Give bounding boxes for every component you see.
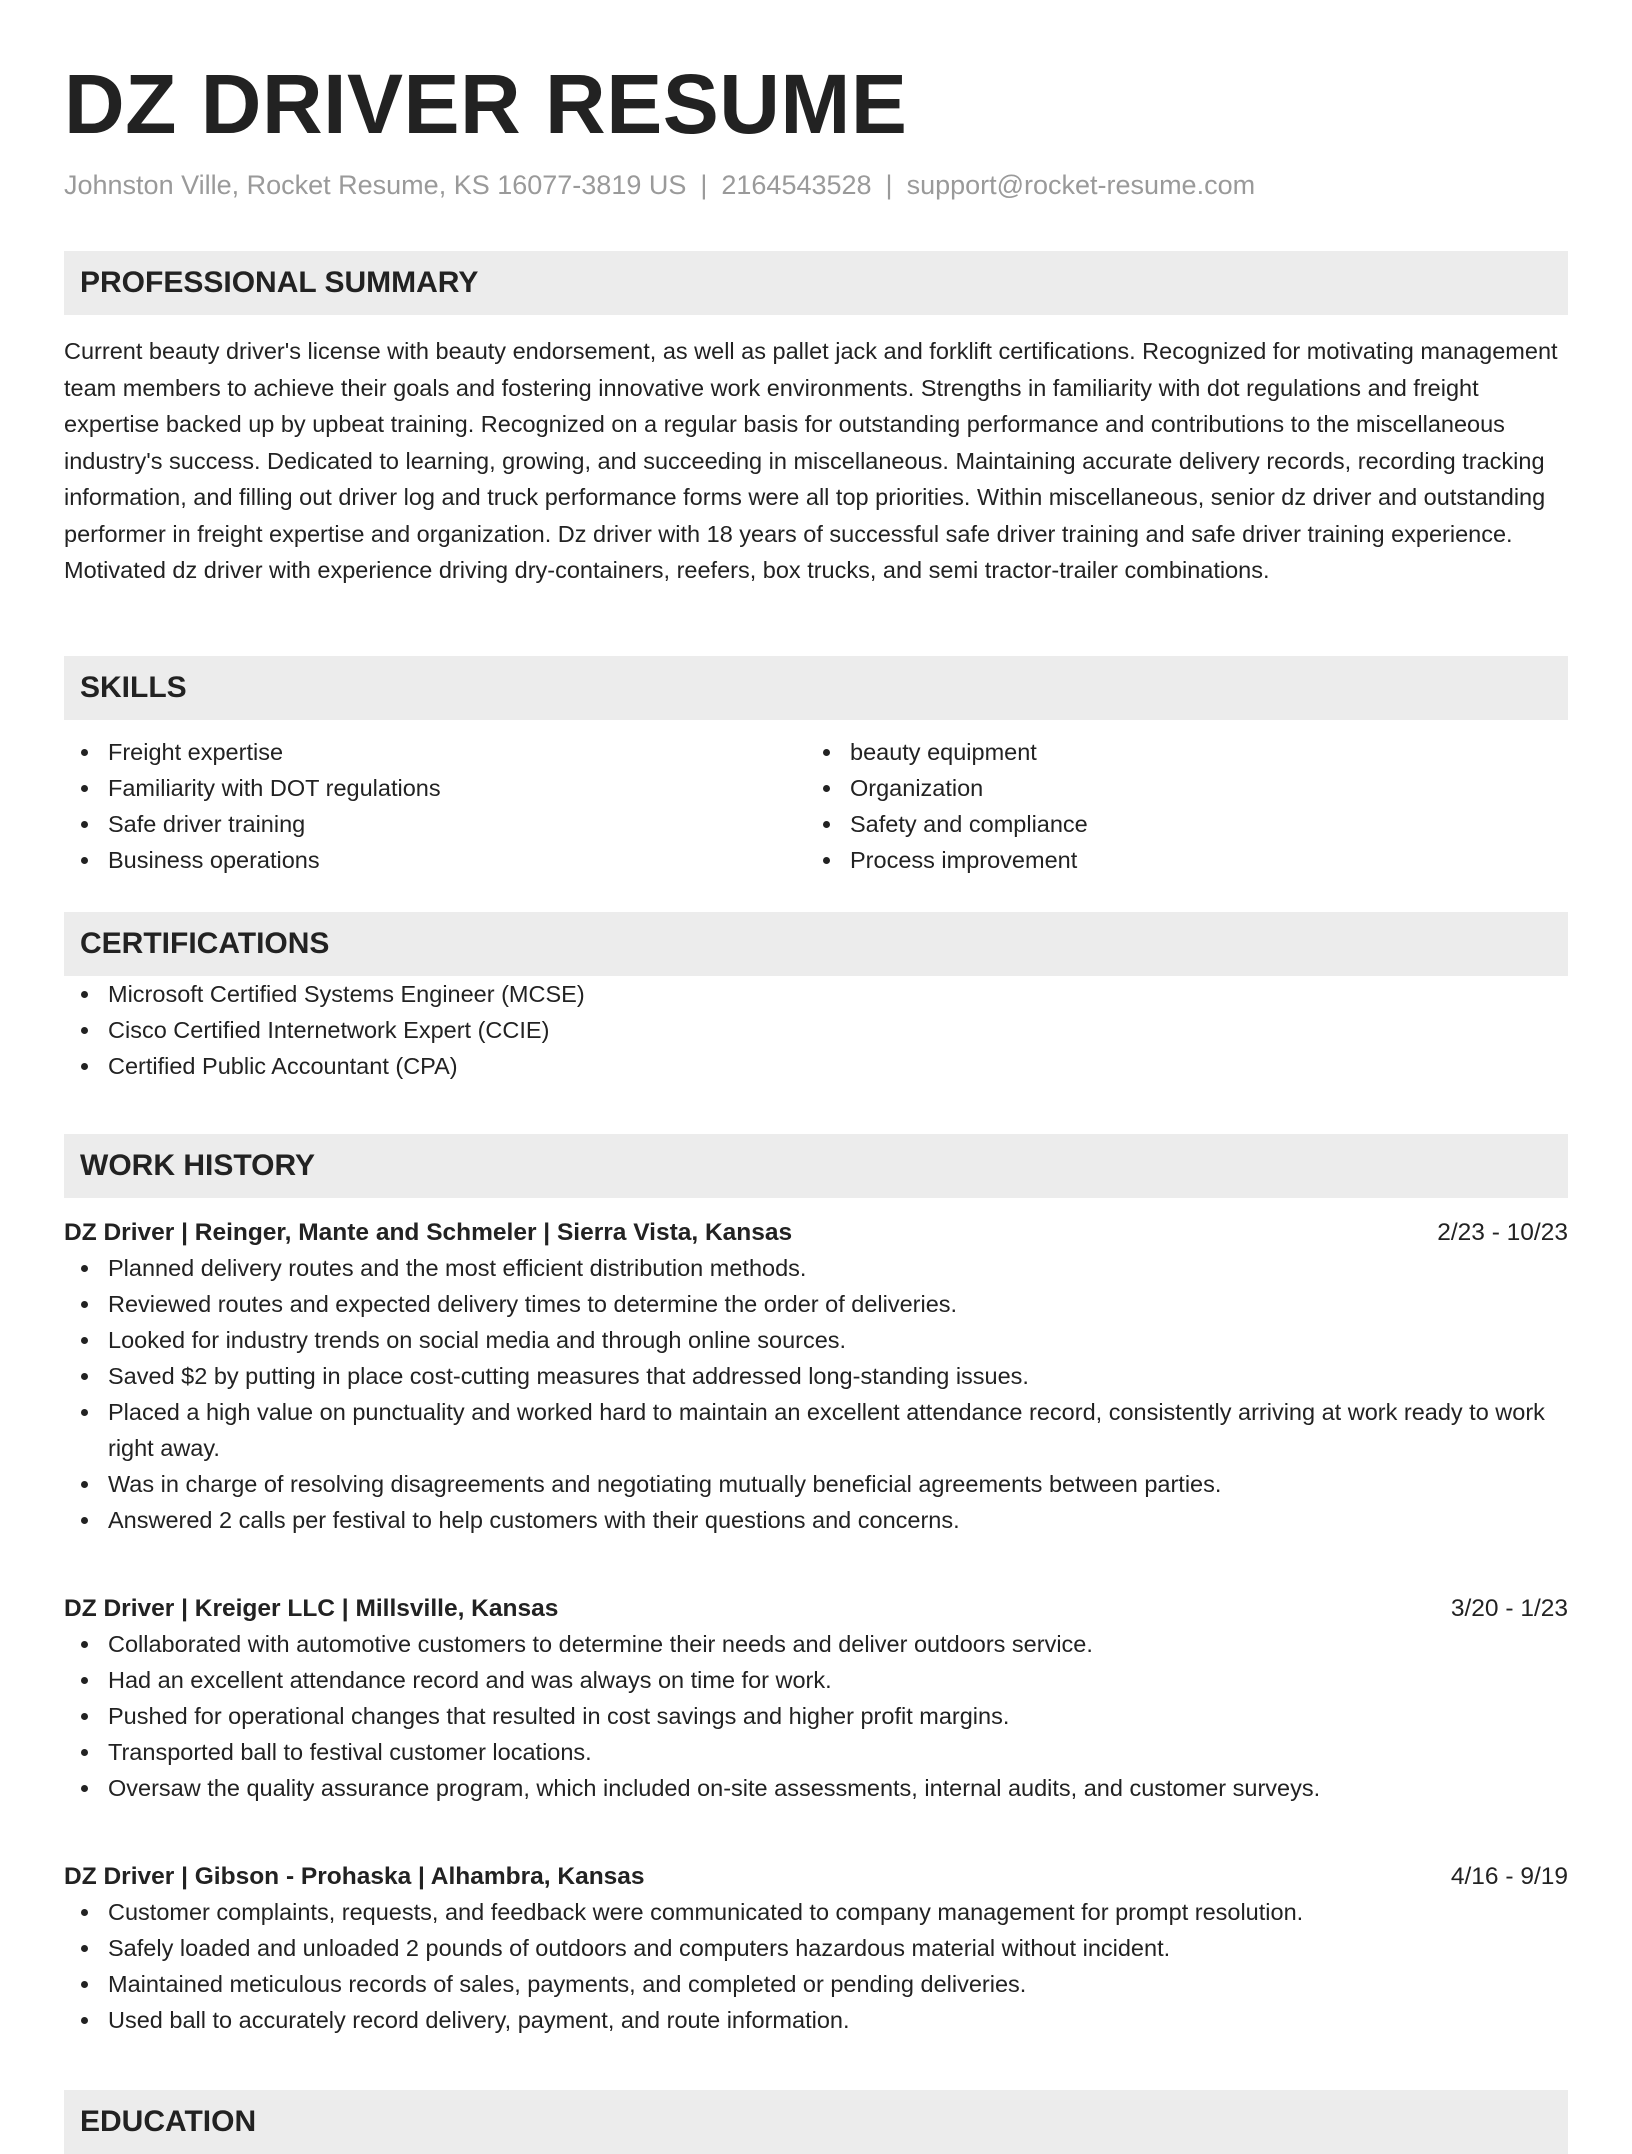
contact-separator: | xyxy=(700,170,708,200)
skill-item: Safety and compliance xyxy=(806,806,1548,842)
job-bullet: Transported ball to festival customer locations. xyxy=(64,1734,1568,1770)
job-bullet: Safely loaded and unloaded 2 pounds of outdoors and computers hazardous material without incident. xyxy=(64,1930,1568,1966)
job-title: DZ Driver | Kreiger LLC | Millsville, Kansas xyxy=(64,1595,559,1622)
job-bullet: Maintained meticulous records of sales, payments, and completed or pending deliveries. xyxy=(64,1966,1568,2002)
job-title: DZ Driver | Reinger, Mante and Schmeler | Sierra Vista, Kansas xyxy=(64,1219,793,1246)
contact-phone: 2164543528 xyxy=(721,170,872,200)
job-entry xyxy=(64,1592,1568,1806)
job-bullet: Oversaw the quality assurance program, which included on-site assessments, internal audits, and customer surveys. xyxy=(64,1770,1568,1806)
skill-item: Organization xyxy=(806,770,1548,806)
job-entry xyxy=(64,1216,1568,1538)
job-header xyxy=(64,1592,1568,1626)
job-bullet: Saved $2 by putting in place cost-cutting measures that addressed long-standing issues. xyxy=(64,1358,1568,1394)
job-header xyxy=(64,1860,1568,1894)
job-bullet: Collaborated with automotive customers to determine their needs and deliver outdoors service. xyxy=(64,1626,1568,1662)
job-bullet: Looked for industry trends on social media and through online sources. xyxy=(64,1322,1568,1358)
contact-line xyxy=(64,168,1568,202)
summary-header: PROFESSIONAL SUMMARY xyxy=(64,251,1568,315)
job-bullet: Placed a high value on punctuality and worked hard to maintain an excellent attendance record, consistently arriving at work ready to work right away. xyxy=(64,1394,1568,1466)
job-dates: 2/23 - 10/23 xyxy=(1437,1219,1568,1246)
skills-right-list xyxy=(806,734,1548,878)
certification-item: Cisco Certified Internetwork Expert (CCIE) xyxy=(64,1012,1568,1048)
certification-item: Microsoft Certified Systems Engineer (MCSE) xyxy=(64,976,1568,1012)
skill-item: Process improvement xyxy=(806,842,1548,878)
skill-item: Familiarity with DOT regulations xyxy=(64,770,806,806)
skills-section xyxy=(64,656,1568,878)
job-bullets xyxy=(64,1894,1568,2038)
skill-item: Freight expertise xyxy=(64,734,806,770)
certifications-list xyxy=(64,976,1568,1084)
work-history-header: WORK HISTORY xyxy=(64,1134,1568,1198)
job-dates: 4/16 - 9/19 xyxy=(1450,1863,1568,1890)
contact-separator: | xyxy=(885,170,893,200)
summary-text: Current beauty driver's license with beauty endorsement, as well as pallet jack and forklift certifications. Recognized for motivating management team members to achieve their goals and fostering innovative work environments. Strengths in familiarity with dot regulations and freight expertise backed up by upbeat training. Recognized on a regular basis for outstanding performance and contributions to the miscellaneous industry's success. Dedicated to learning, growing, and succeeding in miscellaneous. Maintaining accurate delivery records, recording tracking information, and filling out driver log and truck performance forms were all top priorities. Within miscellaneous, senior dz driver and outstanding performer in freight expertise and organization. Dz driver with 18 years of successful safe driver training and safe driver training experience. Motivated dz driver with experience driving dry-containers, reefers, box trucks, and semi tractor-trailer combinations. xyxy=(64,338,1558,583)
job-title: DZ Driver | Gibson - Prohaska | Alhambra, Kansas xyxy=(64,1863,645,1890)
skills-left-list xyxy=(64,734,806,878)
job-bullet: Customer complaints, requests, and feedback were communicated to company management for prompt resolution. xyxy=(64,1894,1568,1930)
job-header xyxy=(64,1216,1568,1250)
job-bullets xyxy=(64,1626,1568,1806)
resume-page xyxy=(64,0,1568,2138)
job-bullet: Reviewed routes and expected delivery times to determine the order of deliveries. xyxy=(64,1286,1568,1322)
skills-header: SKILLS xyxy=(64,656,1568,720)
job-bullet: Answered 2 calls per festival to help customers with their questions and concerns. xyxy=(64,1502,1568,1538)
contact-address: Johnston Ville, Rocket Resume, KS 16077-3819 US xyxy=(64,170,687,200)
skill-item: Business operations xyxy=(64,842,806,878)
skill-item: Safe driver training xyxy=(64,806,806,842)
work-history-section xyxy=(64,1134,1568,1198)
certifications-section xyxy=(64,912,1568,1084)
job-dates: 3/20 - 1/23 xyxy=(1450,1595,1568,1622)
skill-item: beauty equipment xyxy=(806,734,1548,770)
certifications-header: CERTIFICATIONS xyxy=(64,912,1568,976)
skills-grid xyxy=(64,734,1568,878)
contact-email: support@rocket-resume.com xyxy=(906,170,1256,200)
job-entry xyxy=(64,1860,1568,2038)
job-bullets xyxy=(64,1250,1568,1538)
job-bullet: Planned delivery routes and the most efficient distribution methods. xyxy=(64,1250,1568,1286)
job-bullet: Pushed for operational changes that resulted in cost savings and higher profit margins. xyxy=(64,1698,1568,1734)
education-section xyxy=(64,2090,1568,2138)
summary-section xyxy=(64,251,1568,589)
certification-item: Certified Public Accountant (CPA) xyxy=(64,1048,1568,1084)
resume-title: DZ DRIVER RESUME xyxy=(64,57,908,151)
education-header: EDUCATION xyxy=(64,2090,1568,2154)
job-bullet: Had an excellent attendance record and was always on time for work. xyxy=(64,1662,1568,1698)
job-bullet: Was in charge of resolving disagreements and negotiating mutually beneficial agreements between parties. xyxy=(64,1466,1568,1502)
job-bullet: Used ball to accurately record delivery, payment, and route information. xyxy=(64,2002,1568,2038)
